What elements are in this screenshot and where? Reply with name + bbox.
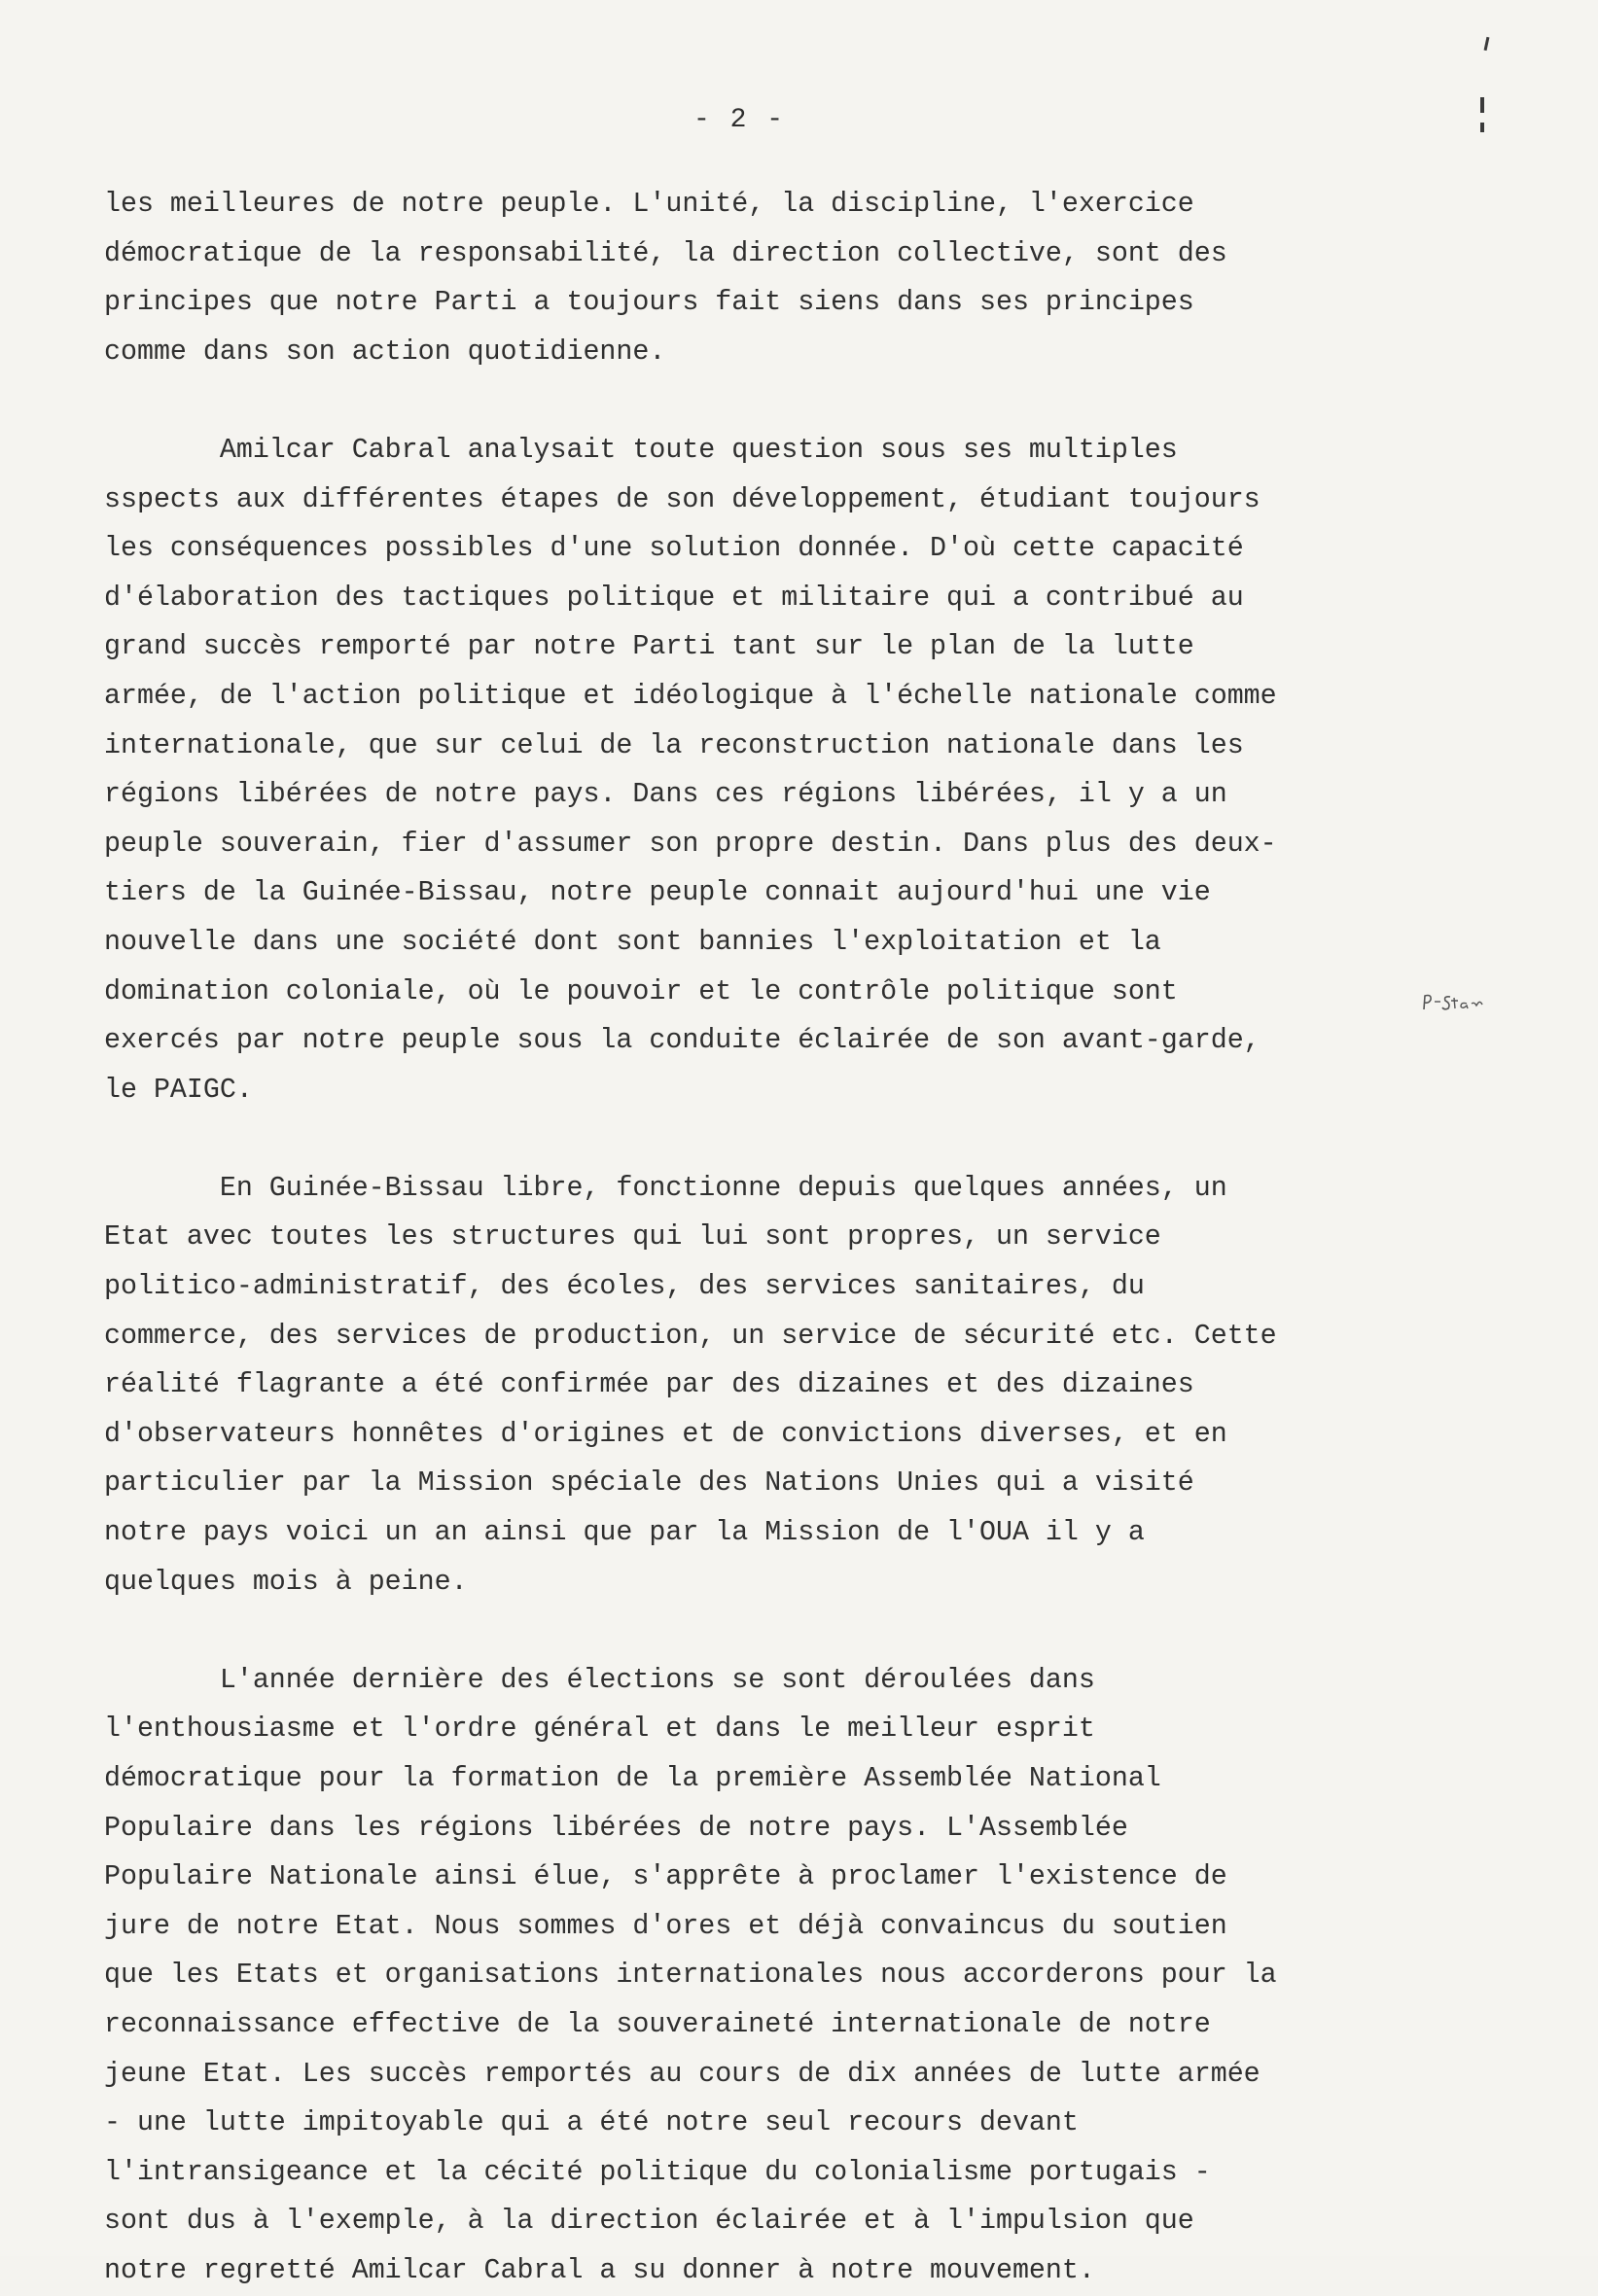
paragraph-4: L'année dernière des élections se sont déroulées dans l'enthousiasme et l'ordre général et dans le meilleur esprit démocratique pour la formation de la première Assemblée National Populaire dans les régions libérées de notre pays. L'Assemblée Populaire Nationale ainsi élue, s'apprête à proclamer l'existence de jure de notre Etat. Nous sommes d'ores et déjà convaincus du soutien que les Etats et organisations internationales nous accorderons pour la reconnaissance effective de la souveraineté internationale de notre jeune Etat. Les succès remportés au cours de dix années de lutte armée - une lutte impitoyable qui a été notre seul recours devant l'intransigeance et la cécité politique du colonialisme portugais - sont dus à l'exemple, à la direction éclairée et à l'impulsion que notre regretté Amilcar Cabral a su donner à notre mouvement. bbox=[104, 1664, 1277, 2286]
page-number: - 2 - bbox=[692, 105, 785, 135]
margin-tick-mark bbox=[1484, 37, 1490, 51]
document-body bbox=[104, 180, 1505, 2296]
paragraph-1: les meilleures de notre peuple. L'unité, la discipline, l'exercice démocratique de la responsabilité, la direction collective, sont des principes que notre Parti a toujours fait siens dans ses principes comme dans son action quotidienne. bbox=[104, 189, 1227, 368]
paragraph-2: Amilcar Cabral analysait toute question sous ses multiples sspects aux différentes étapes de son développement, étudiant toujours les conséquences possibles d'une solution donnée. D'où cette capacité d'élaboration des tactiques politique et militaire qui a contribué au grand succès remporté par notre Parti tant sur le plan de la lutte armée, de l'action politique et idéologique à l'échelle nationale comme internationale, que sur celui de la reconstruction nationale dans les régions libérées de notre pays. Dans ces régions libérées, il y a un peuple souverain, fier d'assumer son propre destin. Dans plus des deux-tiers de la Guinée-Bissau, notre peuple connait aujourd'hui une vie nouvelle dans une société dont sont bannies l'exploitation et la domination coloniale, où le pouvoir et le contrôle politique sont exercés par notre peuple sous la conduite éclairée de son avant-garde, le PAIGC. bbox=[104, 434, 1277, 1106]
paragraph-3: En Guinée-Bissau libre, fonctionne depuis quelques années, un Etat avec toutes les structures qui lui sont propres, un service politico-administratif, des écoles, des services sanitaires, du commerce, des services de production, un service de sécurité etc. Cette réalité flagrante a été confirmée par des dizaines et des dizaines d'observateurs honnêtes d'origines et de convictions diverses, et en particulier par la Mission spéciale des Nations Unies qui a visité notre pays voici un an ainsi que par la Mission de l'OUA il y a quelques mois à peine. bbox=[104, 1172, 1277, 1598]
margin-punch-mark bbox=[1480, 97, 1484, 136]
